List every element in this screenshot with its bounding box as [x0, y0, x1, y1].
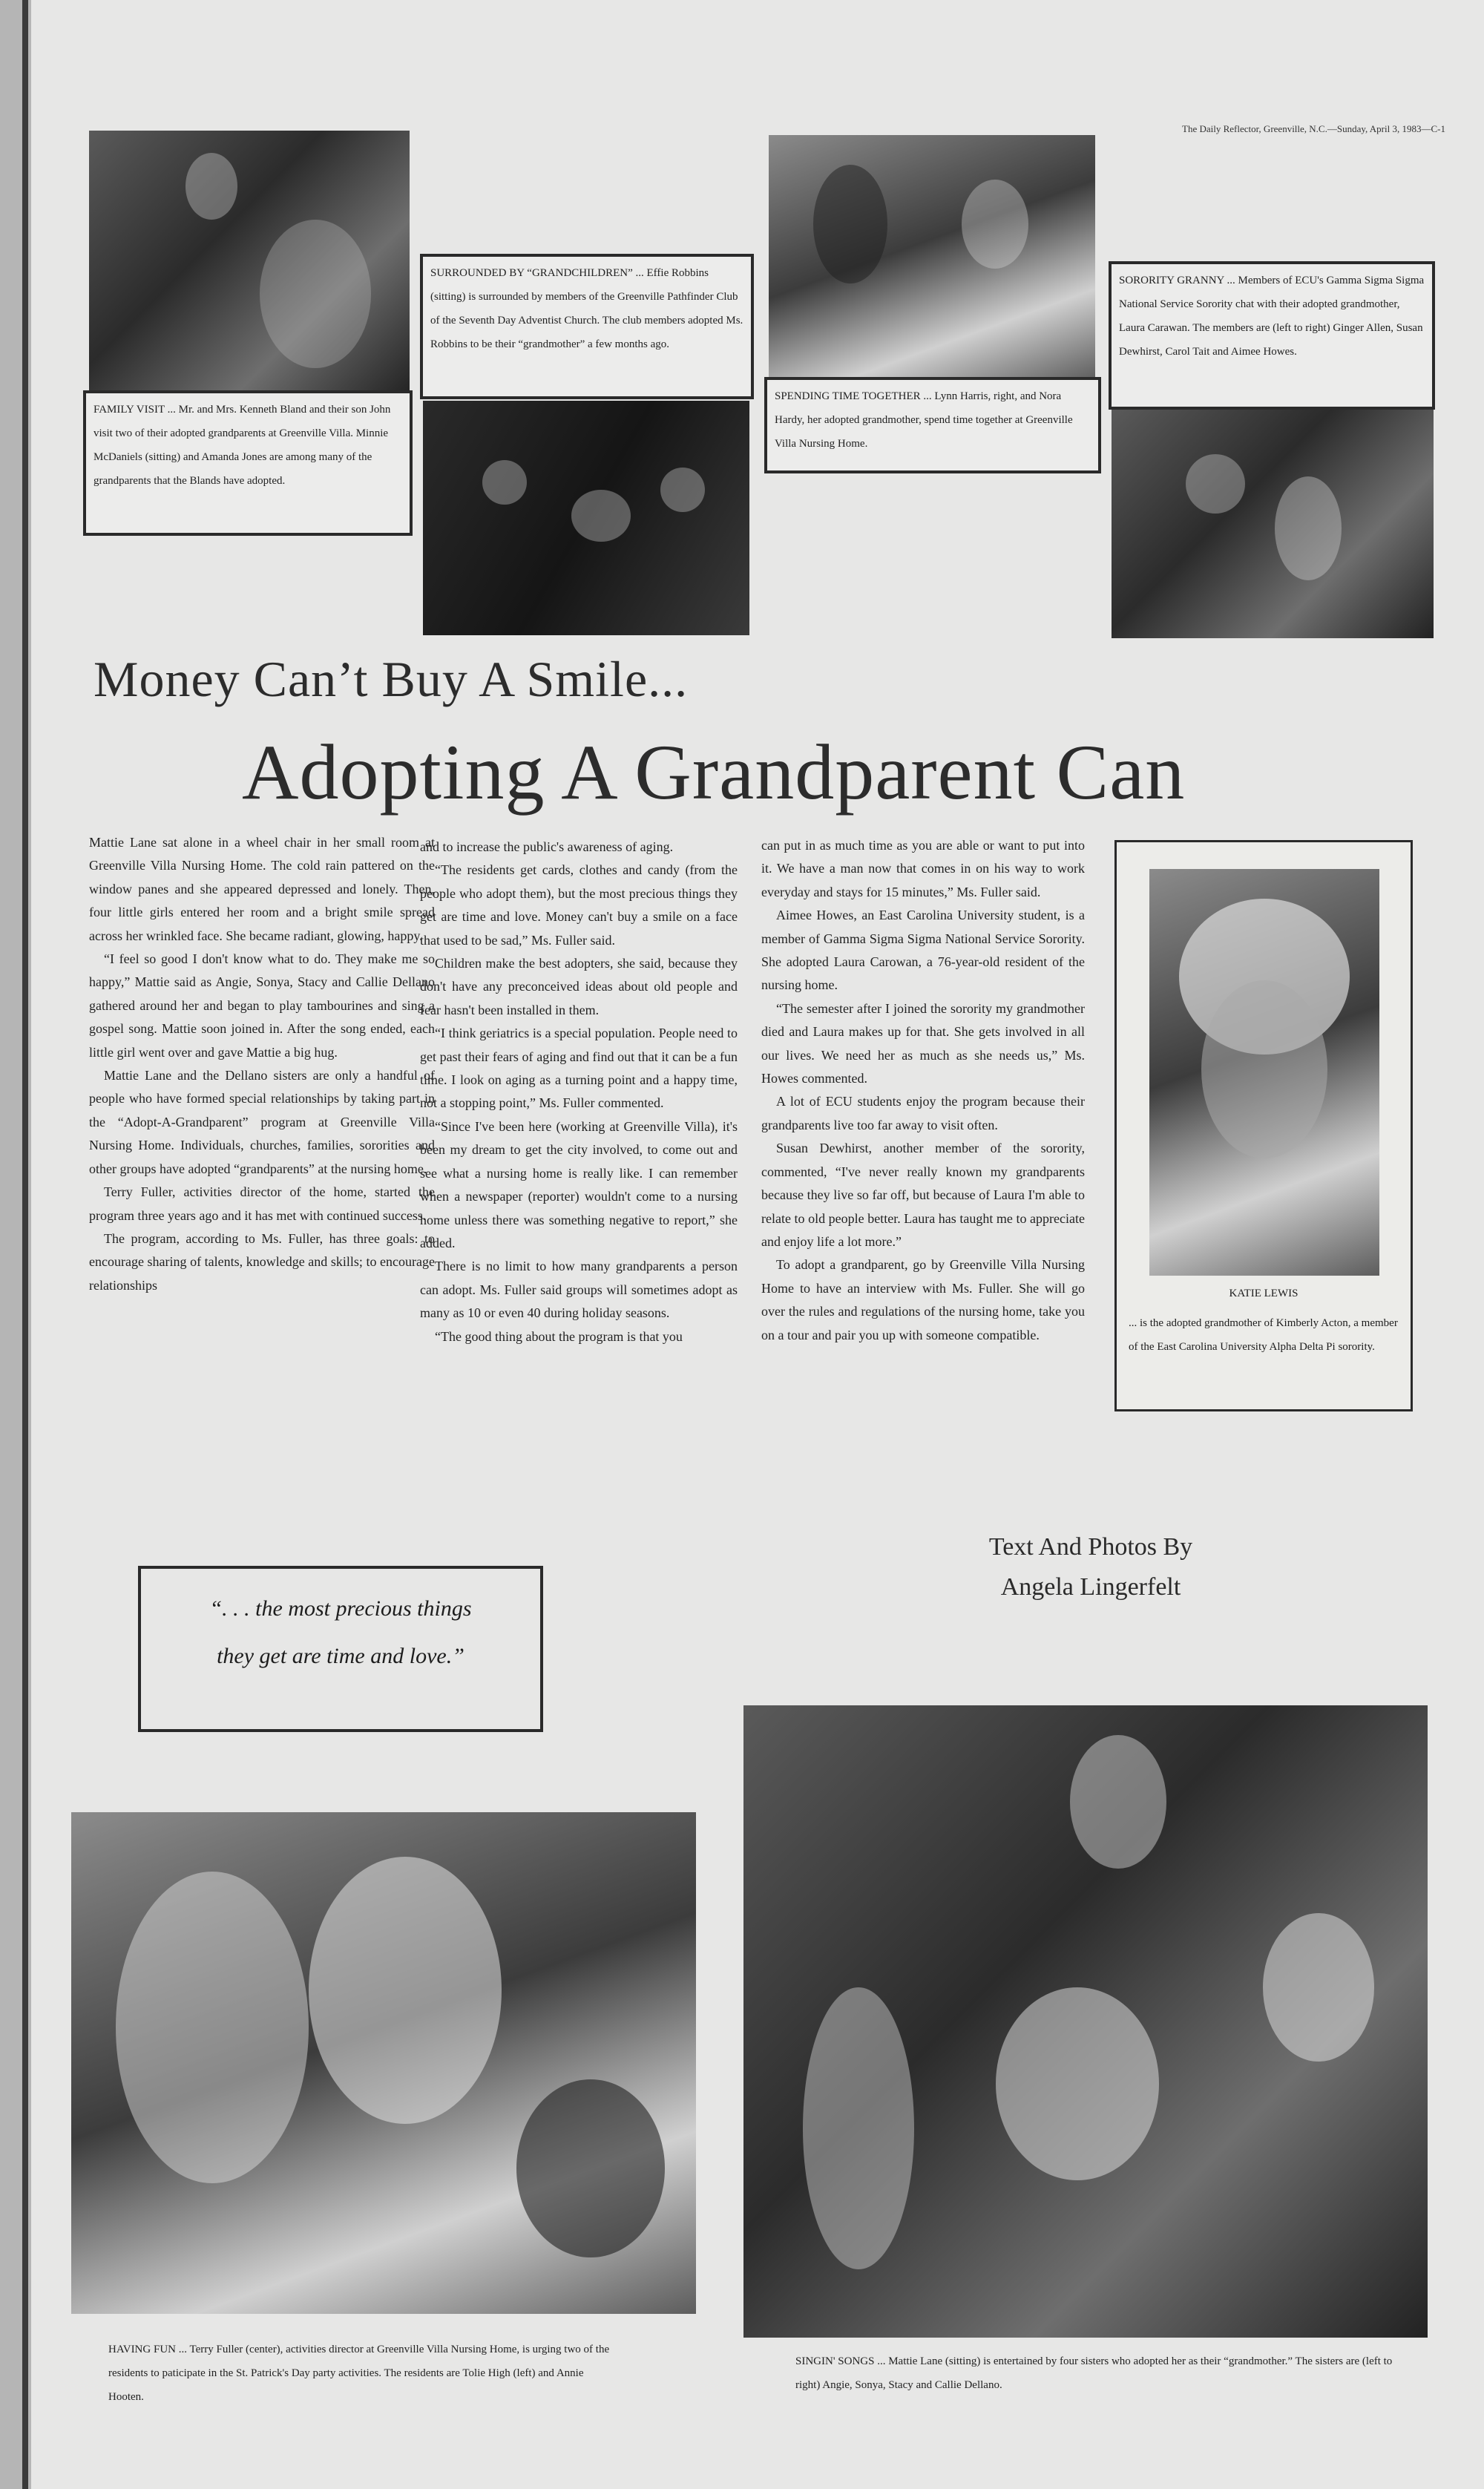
photo-having-fun	[71, 1812, 696, 2314]
paragraph: and to increase the public's awareness of aging.	[420, 839, 674, 854]
paragraph: “Since I've been here (working at Greenville Villa), it's been my dream to get the city involved, to come out and see what a nursing home is really like. I can remember when a newspaper (reporter) wouldn't come to a nursing home unless there was something negative to report,” she added.	[420, 1118, 738, 1250]
paragraph: “I think geriatrics is a special population. People need to get past their fears of aging and find out that it can be a fun time. I look on aging as a turning point and a happy time, not a stopping point,” Ms. Fuller commented.	[420, 1026, 738, 1111]
paragraph: “The good thing about the program is that you	[435, 1328, 683, 1344]
paragraph: “The semester after I joined the sorority my grandmother died and Laura makes up for that. She gets involved in all our lives. We need her as much as she needs us,” Ms. Howes commented.	[761, 1000, 1085, 1086]
caption-grandchildren: SURROUNDED BY “GRANDCHILDREN” ... Effie Robbins (sitting) is surrounded by members of the Greenville Pathfinder Club of the Seventh Day Adventist Church. The club members adopted Ms. Robbins to be their “grandmother” a few months ago.	[420, 254, 754, 399]
caption-spending-time: SPENDING TIME TOGETHER ... Lynn Harris, right, and Nora Hardy, her adopted grandmother, spend time together at Greenville Villa Nursing Home.	[764, 377, 1101, 473]
caption-singin-songs: SINGIN' SONGS ... Mattie Lane (sitting) is entertained by four sisters who adopted her as their “grandmother.” The sisters are (left to right) Angie, Sonya, Stacy and Callie Dellano.	[795, 2355, 1393, 2391]
paragraph: Aimee Howes, an East Carolina University student, is a member of Gamma Sigma Sigma National Service Sorority. She adopted Laura Carowan, a 76-year-old resident of the nursing home.	[761, 908, 1085, 993]
caption-sorority-granny: SORORITY GRANNY ... Members of ECU's Gamma Sigma Sigma National Service Sorority chat with their adopted grandmother, Laura Carawan. The members are (left to right) Ginger Allen, Susan Dewhirst, Carol Tait and Aimee Howes.	[1109, 261, 1435, 410]
article-column-2	[420, 836, 738, 1348]
paragraph: Mattie Lane sat alone in a wheel chair in her small room at Greenville Villa Nursing Home. The cold rain pattered on the window panes and she appeared depressed and lonely. Then, four little girls entered her room and a bright smile spread across her wrinkled face. She became radiant, glowing, happy.	[89, 835, 435, 943]
paragraph: Mattie Lane and the Dellano sisters are only a handful of people who have formed special relationships by taking part in the “Adopt-A-Grandparent” program at Greenville Villa Nursing Home. Individuals, churches, families, sororities and other groups have adopted “grandparents” at the nursing home.	[89, 1068, 435, 1176]
article-column-3	[761, 834, 1085, 1347]
gutter-rule	[22, 0, 28, 2489]
paragraph: To adopt a grandparent, go by Greenville Villa Nursing Home to have an interview with Ms. Fuller. She will go over the rules and regulations of the nursing home, take you on a tour and pair you up with someone compatible.	[761, 1257, 1085, 1342]
photo-grandchildren	[423, 401, 749, 635]
photo-sorority-granny	[1112, 410, 1434, 638]
pull-quote-line-2: they get are time and love.”	[217, 1644, 464, 1668]
sidebar-katie-lewis	[1114, 840, 1413, 1411]
photo-credit	[913, 1527, 1269, 1607]
sidebar-caption: ... is the adopted grandmother of Kimberly Acton, a member of the East Carolina University Alpha Delta Pi sorority.	[1129, 1317, 1398, 1353]
kicker-headline: Money Can’t Buy A Smile...	[93, 651, 689, 707]
photo-family-visit	[89, 131, 410, 396]
dateline: The Daily Reflector, Greenville, N.C.—Sunday, April 3, 1983—C-1	[1182, 123, 1445, 134]
caption-family-visit: FAMILY VISIT ... Mr. and Mrs. Kenneth Bland and their son John visit two of their adopted grandparents at Greenville Villa. Minnie McDaniels (sitting) and Amanda Jones are among many of the grandparents that the Blands have adopted.	[83, 390, 413, 536]
photo-katie-lewis	[1149, 869, 1379, 1276]
main-headline: Adopting A Grandparent Can	[242, 729, 1186, 816]
caption-having-fun: HAVING FUN ... Terry Fuller (center), activities director at Greenville Villa Nursing Home, is urging two of the residents to paticipate in the St. Patrick's Day party activities. The residents are Tolie High (left) and Annie Hooten.	[108, 2344, 610, 2403]
credit-line-2: Angela Lingerfelt	[1000, 1573, 1181, 1601]
pull-quote-line-1: “. . . the most precious things	[209, 1596, 472, 1621]
photo-spending-time	[769, 135, 1095, 380]
paragraph: can put in as much time as you are able or want to put into it. We have a man now that comes in on his way to work everyday and stays for 15 minutes,” Ms. Fuller said.	[761, 838, 1085, 899]
sidebar-name: KATIE LEWIS	[1229, 1288, 1298, 1299]
paragraph: Terry Fuller, activities director of the home, started the program three years ago and it has met with continued success.	[89, 1184, 435, 1223]
paragraph: There is no limit to how many grandparents a person can adopt. Ms. Fuller said groups will sometimes adopt as many as 10 or even 40 during holiday seasons.	[420, 1259, 738, 1321]
article-column-1	[89, 831, 435, 1297]
paragraph: “I feel so good I don't know what to do. They make me so happy,” Mattie said as Angie, Sonya, Stacy and Callie Dellano gathered around her and began to play tambourines and sing a gospel song. Mattie soon joined in. After the song ended, each little girl went over and gave Mattie a big hug.	[89, 951, 435, 1060]
paragraph: “The residents get cards, clothes and candy (from the people who adopt them), but the most precious things they get are time and love. Money can't buy a smile on a face that used to be sad,” Ms. Fuller said.	[420, 862, 738, 948]
paragraph: A lot of ECU students enjoy the program because their grandparents live too far away to visit often.	[761, 1094, 1085, 1132]
photo-singin-songs	[743, 1705, 1428, 2338]
credit-line-1: Text And Photos By	[988, 1533, 1193, 1561]
pull-quote	[138, 1566, 543, 1732]
page-gutter	[0, 0, 31, 2489]
paragraph: The program, according to Ms. Fuller, has three goals: to encourage sharing of talents, knowledge and skills; to encourage relationships	[89, 1230, 435, 1293]
paragraph: Children make the best adopters, she said, because they don't have any preconceived ideas about old people and fear hasn't been installed in them.	[420, 956, 738, 1017]
paragraph: Susan Dewhirst, another member of the sorority, commented, “I've never really known my grandparents because they live so far off, but because of Laura I'm able to relate to old people better. Laura has taught me to appreciate and enjoy life a lot more.”	[761, 1141, 1085, 1249]
